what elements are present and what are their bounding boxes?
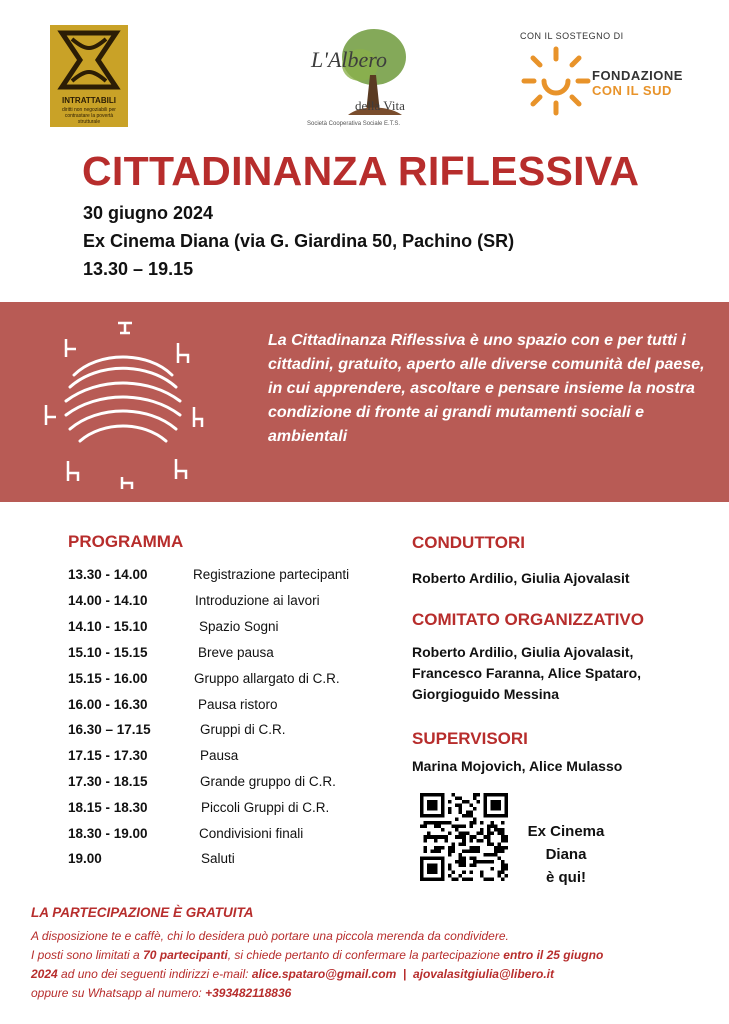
email-link-spataro[interactable]: alice.spataro@gmail.com (251, 967, 397, 981)
program-time: 15.10 - 15.15 (68, 645, 148, 660)
program-row (68, 619, 388, 644)
comitato-line3: Giorgioguido Messina (412, 686, 560, 702)
program-time: 16.30 – 17.15 (68, 722, 151, 737)
program-row (68, 722, 388, 747)
whatsapp-number[interactable]: +393482118836 (205, 986, 292, 1000)
intrattabili-mark-icon (56, 29, 122, 91)
program-activity: Condivisioni finali (199, 826, 304, 841)
program-time: 17.15 - 17.30 (68, 748, 148, 763)
albero-line1: L'Albero (311, 47, 388, 72)
footer-deadline: entro il 25 giugno (503, 948, 604, 962)
program-row (68, 567, 388, 592)
comitato-line1: Roberto Ardilio, Giulia Ajovalasit, (412, 644, 634, 660)
fondazione-line1: FONDAZIONE (592, 68, 683, 83)
programma-heading: PROGRAMMA (68, 532, 184, 551)
comitato-line2: Francesco Faranna, Alice Spataro, (412, 665, 642, 681)
albero-della-vita-logo (305, 25, 420, 130)
supervisori-heading: SUPERVISORI (412, 729, 528, 748)
program-time: 18.30 - 19.00 (68, 826, 148, 841)
program-activity: Gruppo allargato di C.R. (194, 671, 340, 686)
program-row (68, 697, 388, 722)
program-row (68, 774, 388, 799)
event-venue: Ex Cinema Diana (via G. Giardina 50, Pachino (SR) (83, 231, 515, 251)
conduttori-heading: CONDUTTORI (412, 533, 526, 552)
program-time: 13.30 - 14.00 (68, 567, 148, 582)
program-row (68, 851, 388, 876)
program-time: 14.00 - 14.10 (68, 593, 148, 608)
program-activity: Spazio Sogni (199, 619, 279, 634)
program-time: 18.15 - 18.30 (68, 800, 148, 815)
program-row (68, 645, 388, 670)
footer-line3 (31, 967, 554, 981)
program-row (68, 671, 388, 696)
program-activity: Introduzione ai lavori (195, 593, 320, 608)
event-time: 13.30 – 19.15 (83, 259, 194, 279)
program-row (68, 748, 388, 773)
program-row (68, 800, 388, 825)
program-row (68, 826, 388, 851)
qr-caption-line2: è qui! (546, 869, 586, 886)
footer-line4 (31, 986, 291, 1000)
footer-line2-a: I posti sono limitati a (31, 948, 144, 962)
program-time: 14.10 - 15.10 (68, 619, 148, 634)
comitato-heading: COMITATO ORGANIZZATIVO (412, 610, 644, 629)
program-time: 15.15 - 16.00 (68, 671, 148, 686)
program-activity: Breve pausa (198, 645, 274, 660)
program-activity: Piccoli Gruppi di C.R. (201, 800, 330, 815)
footer-deadline-year: 2024 (31, 967, 58, 981)
albero-subtitle: Società Cooperativa Sociale E.T.S. (307, 121, 401, 127)
qr-caption (510, 820, 622, 889)
sun-icon (520, 45, 592, 117)
program-activity: Saluti (201, 851, 235, 866)
footer-line3-b: ad uno dei seguenti indirizzi e-mail: (57, 967, 252, 981)
people-circle-icon (38, 317, 208, 492)
email-link-ajovalasit[interactable]: ajovalasitgiulia@libero.it (412, 967, 555, 981)
event-title: CITTADINANZA RIFLESSIVA (82, 148, 640, 194)
program-activity: Gruppi di C.R. (200, 722, 286, 737)
comitato-names (412, 642, 641, 705)
intrattabili-tagline: diritti non negoziabili per contrastare la povertà strutturale (62, 107, 116, 125)
intrattabili-logo (50, 25, 128, 127)
albero-line2: della Vita (355, 98, 405, 113)
program-activity: Registrazione partecipanti (193, 567, 350, 582)
program-activity: Grande gruppo di C.R. (200, 774, 336, 789)
intrattabili-name: INTRATTABILI (62, 96, 116, 105)
event-date: 30 giugno 2024 (83, 203, 214, 223)
footer-line2-c: , si chiede pertanto di confermare la partecipazione (227, 948, 504, 962)
footer-heading: LA PARTECIPAZIONE È GRATUITA (31, 905, 254, 920)
footer-line4-a: oppure su Whatsapp al numero: (31, 986, 206, 1000)
support-label: CON IL SOSTEGNO DI (520, 31, 624, 41)
intro-banner (0, 302, 729, 502)
footer-participants: 70 partecipanti (143, 948, 228, 962)
qr-code[interactable] (420, 793, 508, 881)
program-time: 16.00 - 16.30 (68, 697, 148, 712)
intro-text: La Cittadinanza Riflessiva è uno spazio con e per tutti i cittadini, gratuito, aperto alle diverse comunità del paese, in cui apprendere, ascoltare e pensare insieme la nostra condizione di fronte ai grandi mutamenti sociali e ambientali (268, 332, 705, 445)
program-time: 19.00 (68, 851, 102, 866)
email-separator: | (396, 967, 413, 981)
footer-line2 (31, 948, 603, 962)
fondazione-con-il-sud-logo (520, 45, 700, 120)
program-activity: Pausa (200, 748, 239, 763)
supervisori-names: Marina Mojovich, Alice Mulasso (412, 758, 623, 774)
fondazione-line2: CON IL SUD (592, 83, 672, 98)
footer-line1: A disposizione te e caffè, chi lo desidera può portare una piccola merenda da condividere. (31, 929, 509, 943)
fondazione-name (592, 68, 683, 98)
qr-caption-line1: Ex Cinema Diana (527, 823, 605, 863)
conduttori-names: Roberto Ardilio, Giulia Ajovalasit (412, 570, 630, 586)
program-row (68, 593, 388, 618)
program-time: 17.30 - 18.15 (68, 774, 148, 789)
program-activity: Pausa ristoro (198, 697, 278, 712)
